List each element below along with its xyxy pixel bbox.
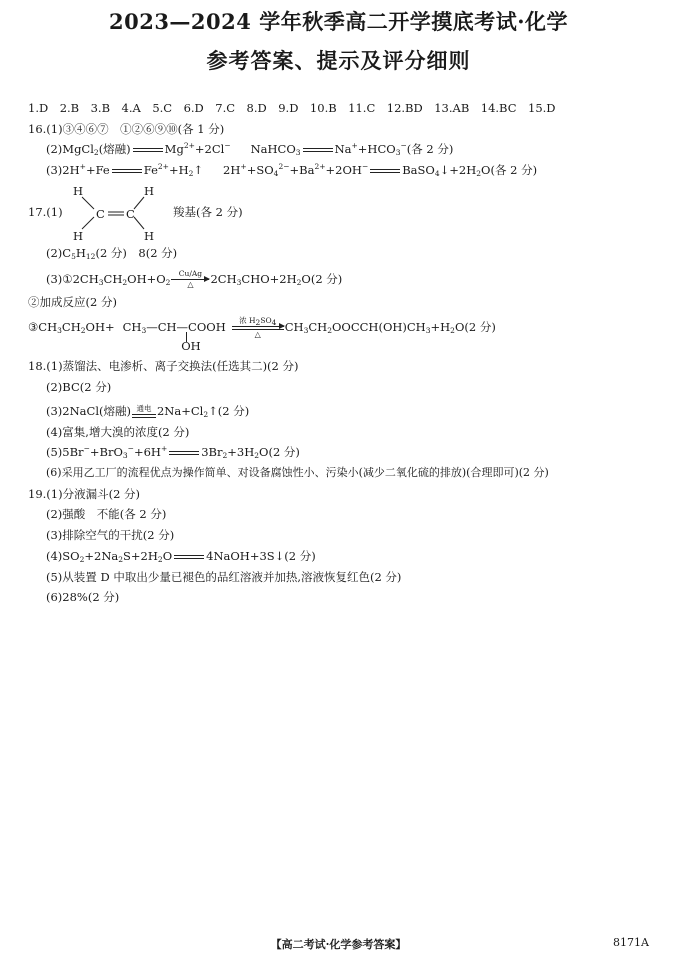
sub: 3 — [57, 326, 62, 336]
equals-sign — [133, 148, 163, 152]
electrolysis-condition — [132, 405, 156, 418]
sub: 2 — [80, 326, 86, 336]
q19-number: 19. — [28, 486, 47, 501]
text: O(2 分) — [301, 271, 343, 286]
arrow-condition-bottom: △ — [254, 329, 261, 339]
text: (5)5Br — [46, 445, 84, 460]
q16-number: 16. — [28, 121, 47, 136]
text: 3Br — [201, 445, 223, 460]
sup: 2+ — [183, 141, 195, 151]
text: 羧基(各 2 分) — [173, 204, 243, 219]
sub: 12 — [85, 251, 96, 261]
sup: − — [83, 444, 90, 454]
atom-h: H — [73, 183, 84, 198]
sub: 2 — [327, 326, 332, 336]
q17-number: 17. — [28, 204, 47, 219]
equals-sign — [169, 451, 199, 455]
equals-sign — [112, 169, 142, 173]
text: Mg — [164, 142, 184, 157]
sub: 3 — [236, 277, 242, 287]
text: (2)BC(2 分) — [46, 379, 112, 394]
atom-c: C — [96, 206, 105, 221]
sub: 2 — [93, 148, 99, 158]
text: (2)MgCl — [46, 142, 94, 157]
answer-body — [28, 98, 658, 608]
sub: 3 — [303, 326, 309, 336]
sub: 2 — [165, 277, 171, 287]
text: SO — [260, 316, 272, 326]
sub: 2 — [450, 326, 455, 336]
equals-sign — [370, 169, 400, 173]
page-footer: 【高二考试·化学参考答案】 — [270, 938, 407, 951]
q18-line6 — [28, 463, 658, 484]
sup: 2+ — [314, 162, 326, 172]
text: ↓+2H — [439, 163, 477, 178]
sub: 3 — [141, 326, 147, 336]
text: CH — [103, 271, 123, 286]
text: ②加成反应(2 分) — [28, 294, 117, 309]
sub: 4 — [271, 318, 277, 328]
text: —CH—COOH — [146, 320, 226, 335]
q18-number: 18. — [28, 359, 47, 374]
q17-line1 — [28, 181, 658, 243]
text: +BrO — [89, 445, 123, 460]
arrow-condition-top — [232, 316, 284, 328]
text: (6)28%(2 分) — [46, 590, 120, 605]
sub: 4 — [273, 169, 279, 179]
text: (2)C — [46, 245, 72, 260]
sub: 2 — [203, 409, 209, 419]
q18-line5 — [28, 442, 658, 463]
text: H — [75, 245, 86, 260]
text: +2OH — [325, 163, 362, 178]
sub: 3 — [425, 326, 431, 336]
text: (1)分液漏斗(2 分) — [46, 486, 141, 501]
text: 2Na+Cl — [156, 403, 204, 418]
text: +SO — [246, 163, 274, 178]
atom-h: H — [144, 183, 155, 198]
q16-line2 — [28, 139, 658, 160]
text: (熔融) — [98, 142, 131, 157]
text: O(各 2 分) — [481, 163, 538, 178]
atom-h: H — [73, 228, 84, 243]
arrow-condition-top: 通电 — [136, 404, 152, 414]
q19-line4 — [28, 546, 658, 567]
sub: 2 — [122, 277, 128, 287]
q19-line1 — [28, 484, 658, 505]
text: 2H — [223, 163, 241, 178]
text: 4NaOH+3S↓(2 分) — [206, 548, 316, 563]
arrow-condition-bottom: △ — [187, 279, 194, 289]
q16-part1: (1)③④⑥⑦ ①②⑥⑨⑩(各 1 分) — [46, 121, 225, 136]
sup: 2+ — [157, 162, 169, 172]
text: CH — [61, 320, 81, 335]
text: OH+O — [127, 271, 166, 286]
text: +Ba — [289, 163, 315, 178]
text: ↑(2 分) — [208, 403, 250, 418]
q19-line2 — [28, 504, 658, 525]
sup: 2− — [278, 162, 290, 172]
text: CHO+2H — [241, 271, 297, 286]
text: (2 分) 8(2 分) — [95, 245, 178, 260]
sub: 2 — [255, 318, 261, 328]
sup: − — [400, 141, 407, 151]
text: (1)蒸馏法、电渗析、离子交换法(任选其二)(2 分) — [46, 359, 299, 374]
q17-line5 — [28, 312, 658, 356]
sup: − — [361, 162, 369, 172]
text: +3H — [227, 445, 255, 460]
text: +Fe — [85, 163, 110, 178]
sup: + — [351, 141, 358, 151]
q19-line5 — [28, 567, 658, 588]
q18-line1 — [28, 356, 658, 377]
q18-line2 — [28, 377, 658, 398]
text: +2Cl — [194, 142, 225, 157]
sub: 3 — [395, 148, 401, 158]
sub: 2 — [296, 277, 302, 287]
text: (3)2H — [46, 163, 80, 178]
text: 2CH — [210, 271, 237, 286]
hydroxyl-branch: OH — [181, 339, 201, 354]
document-code: 8171A — [613, 936, 649, 949]
text: (4)SO — [46, 548, 80, 563]
text: BaSO — [402, 163, 435, 178]
text: ③CH — [28, 320, 58, 335]
text: +6H — [133, 445, 161, 460]
sub: 2 — [118, 554, 124, 564]
text: (5)从装置 D 中取出少量已褪色的品红溶液并加热,溶液恢复红色(2 分) — [46, 569, 402, 584]
text: 浓 H — [239, 316, 256, 326]
q16-line3 — [28, 160, 658, 181]
sub: 2 — [476, 169, 482, 179]
sub: 3 — [122, 451, 128, 461]
equals-sign — [174, 555, 204, 559]
text: CH — [122, 320, 142, 335]
text: (1) — [46, 204, 63, 219]
text: (3)2NaCl(熔融) — [46, 403, 131, 418]
text: (6)采用乙工厂的流程优点为操作简单、对设备腐蚀性小、污染小(减少二氧化硫的排放)(合理即可)(2 分) — [46, 466, 549, 480]
text: +HCO — [357, 142, 396, 157]
text: O — [162, 548, 173, 563]
q19-line6 — [28, 587, 658, 608]
text: +H — [168, 163, 189, 178]
q17-line2 — [28, 243, 658, 264]
sup: − — [127, 444, 134, 454]
mc-answers: 1.D 2.B 3.B 4.A 5.C 6.D 7.C 8.D 9.D 10.B 11.C 12.BD 13.AB 14.BC 15.D — [28, 101, 556, 115]
text: CH — [284, 320, 304, 335]
q18-line4 — [28, 422, 658, 443]
sup: + — [79, 162, 86, 172]
atom-c: C — [126, 206, 135, 221]
text: (3)排除空气的干扰(2 分) — [46, 528, 175, 543]
sub: 2 — [254, 451, 260, 461]
text: S+2H — [123, 548, 158, 563]
reaction-arrow — [171, 270, 209, 289]
text: O(2 分) — [259, 445, 300, 460]
q17-line3 — [28, 264, 658, 292]
sub: 2 — [157, 554, 163, 564]
q19-line3 — [28, 525, 658, 546]
q17-line4 — [28, 292, 658, 313]
text: Fe — [143, 163, 158, 178]
sub: 2 — [79, 554, 85, 564]
arrow-condition-top: Cu/Ag — [178, 269, 203, 279]
sup: − — [224, 141, 231, 151]
q18-line3 — [28, 398, 658, 422]
sup: + — [160, 444, 168, 454]
sub: 5 — [71, 251, 76, 261]
text: ↑ — [193, 163, 204, 178]
sub: 2 — [222, 451, 228, 461]
sup: + — [240, 162, 247, 172]
atom-h: H — [144, 228, 155, 243]
text: Na — [334, 142, 352, 157]
text: (4)富集,增大溴的浓度(2 分) — [46, 424, 190, 439]
text: +2Na — [84, 548, 119, 563]
text: +H — [430, 320, 451, 335]
sub: 4 — [434, 169, 440, 179]
text: (3)①2CH — [46, 271, 99, 286]
text: OOCCH(OH)CH — [331, 320, 426, 335]
text: (各 2 分) — [406, 142, 454, 157]
q16-line1 — [28, 119, 658, 140]
ethylene-bonds — [70, 183, 170, 245]
text: O(2 分) — [454, 320, 496, 335]
text: OH+ — [85, 320, 115, 335]
equals-sign — [303, 148, 333, 152]
page-subtitle: 参考答案、提示及评分细则 — [206, 48, 471, 73]
sub: 3 — [295, 148, 301, 158]
page-title: 2023—2024 学年秋季高二开学摸底考试·化学 — [108, 9, 568, 34]
sub: 2 — [188, 169, 194, 179]
text: NaHCO — [250, 142, 296, 157]
text: CH — [308, 320, 328, 335]
sub: 3 — [98, 277, 104, 287]
ethylene-structure — [70, 183, 170, 245]
text: (2)强酸 不能(各 2 分) — [46, 507, 167, 522]
reversible-arrow — [232, 317, 284, 339]
